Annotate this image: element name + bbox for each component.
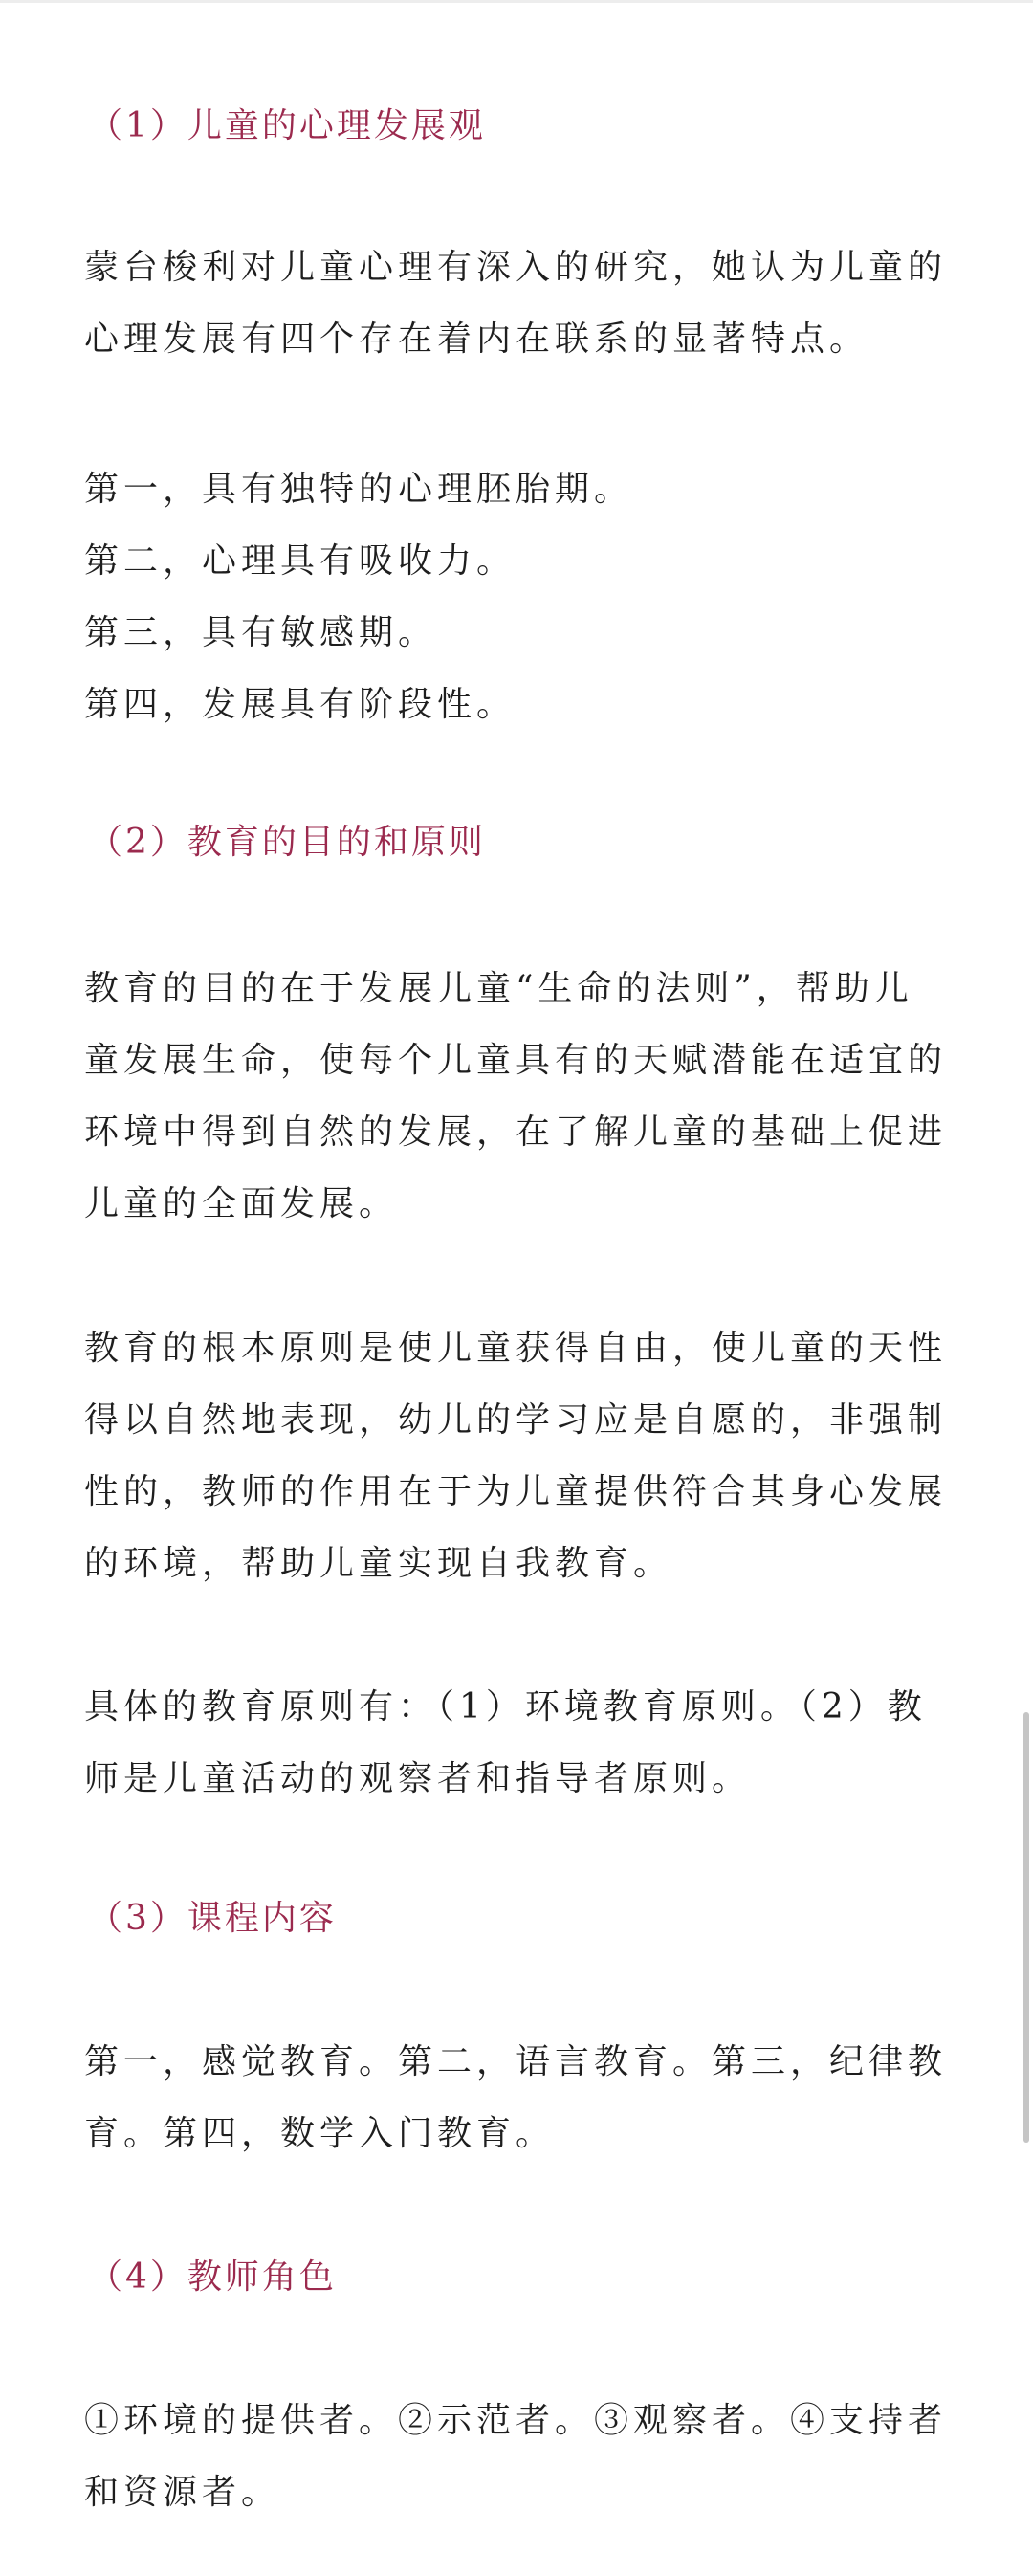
text-line: 的环境，帮助儿童实现自我教育。	[84, 1544, 673, 1583]
vertical-scrollbar[interactable]	[1023, 1712, 1029, 2143]
paragraph-education-purpose	[84, 953, 948, 1240]
text-line: 和资源者。	[84, 2473, 281, 2512]
text-line: 教育的根本原则是使儿童获得自由，使儿童的天性	[84, 1329, 948, 1368]
list-item: 第四，发展具有阶段性。	[84, 685, 516, 724]
text-line: ①环境的提供者。②示范者。③观察者。④支持者	[84, 2401, 948, 2440]
text-line: 得以自然地表现，幼儿的学习应是自愿的，非强制	[84, 1400, 948, 1440]
paragraph-psych-intro	[84, 231, 948, 375]
list-item: 第二，心理具有吸收力。	[84, 541, 516, 581]
text-line: 童发展生命，使每个儿童具有的天赋潜能在适宜的	[84, 1041, 948, 1080]
list-item: 第一，具有独特的心理胚胎期。	[84, 470, 634, 509]
text-line: 蒙台梭利对儿童心理有深入的研究，她认为儿童的	[84, 248, 948, 287]
text-line: 教育的目的在于发展儿童“生命的法则”，帮助儿	[84, 969, 913, 1008]
section-heading-curriculum: （3）课程内容	[88, 1899, 337, 1938]
text-line: 第一，感觉教育。第二，语言教育。第三，纪律教	[84, 2042, 948, 2081]
text-line: 性的，教师的作用在于为儿童提供符合其身心发展	[84, 1472, 948, 1511]
text-line: 育。第四，数学入门教育。	[84, 2114, 556, 2153]
text-line: 师是儿童活动的观察者和指导者原则。	[84, 1759, 752, 1798]
list-item: 第三，具有敏感期。	[84, 613, 438, 652]
paragraph-education-principle	[84, 1312, 948, 1599]
section-heading-teacher-role: （4）教师角色	[88, 2257, 337, 2297]
text-line: 具体的教育原则有：（1）环境教育原则。（2）教	[84, 1687, 927, 1727]
text-line: 环境中得到自然的发展，在了解儿童的基础上促进	[84, 1112, 948, 1152]
section-heading-education-goals: （2）教育的目的和原则	[88, 823, 486, 862]
text-line: 儿童的全面发展。	[84, 1184, 399, 1223]
text-line: 心理发展有四个存在着内在联系的显著特点。	[84, 319, 869, 359]
paragraph-teacher-role	[84, 2385, 948, 2528]
paragraph-specific-principles	[84, 1671, 945, 1815]
section-heading-psych-development: （1）儿童的心理发展观	[88, 106, 486, 145]
paragraph-curriculum	[84, 2026, 948, 2169]
list-psych-features	[84, 453, 945, 740]
